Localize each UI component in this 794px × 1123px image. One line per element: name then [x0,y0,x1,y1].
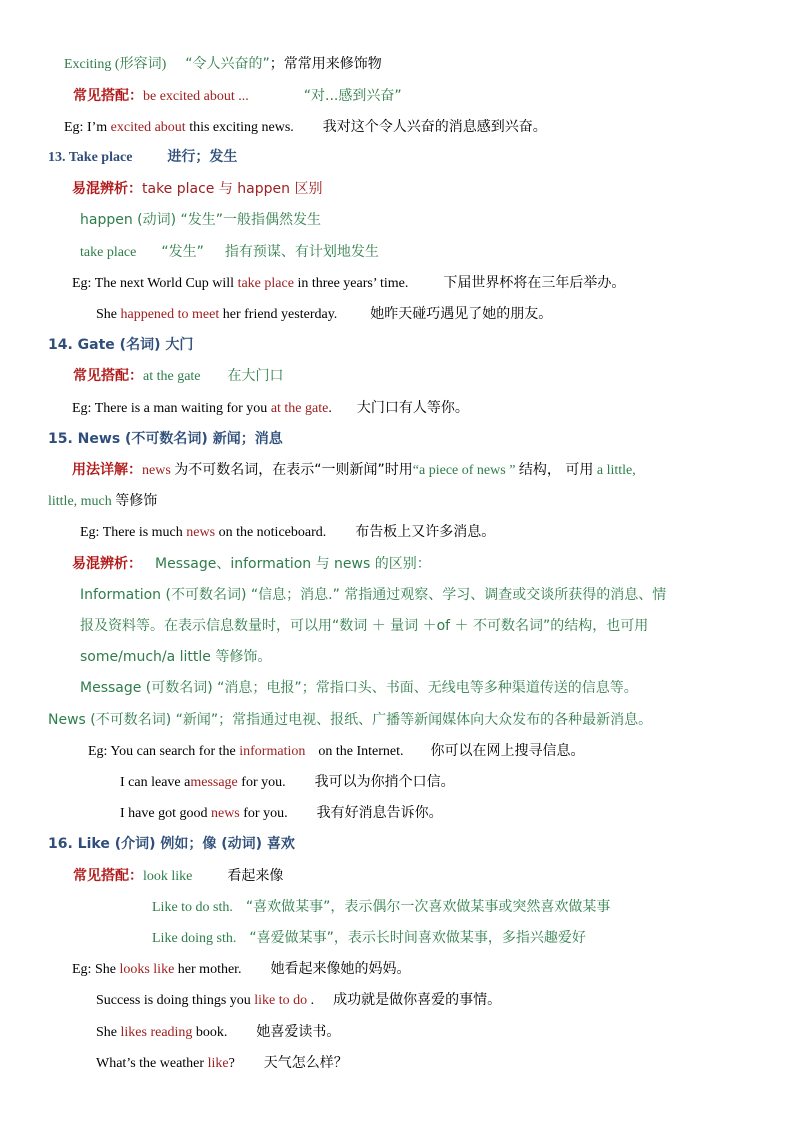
term: Exciting (形容词) [64,57,167,72]
example-line [72,274,625,293]
collocation-phrase: look like [143,869,193,884]
eg-rest: for you. [241,775,286,790]
collocation-meaning: “对...感到兴奋” [303,88,402,104]
eg-prefix: I can leave a [120,775,191,790]
confusion-label: 易混辨析： [72,556,142,572]
eg-prefix: Eg: You can search for the [88,744,236,759]
eg-rest: for you. [243,806,288,821]
usage-structure: “a piece of news ” [412,463,516,478]
example-line [96,1054,348,1073]
example-line [96,991,501,1010]
eg-prefix: Eg: There is a man waiting for you [72,401,268,416]
eg-prefix: I have got good [120,806,208,821]
message-line: Message (可数名词) “消息；电报”；常指口头、书面、无线电等多种渠道传送的信息等。 [80,680,638,696]
eg-rest: . [310,993,315,1008]
eg-highlight: like [207,1056,229,1071]
eg-highlight: looks like [119,962,175,977]
eg-prefix: Eg: I’m [64,120,108,135]
example-line [72,399,469,418]
news-line: News (不可数名词) “新闻”；常指通过电视、报纸、广播等新闻媒体向大众发布的各种最新消息。 [48,712,653,728]
meaning: “令人兴奋的” [185,56,270,72]
eg-highlight: excited about [110,120,186,135]
eg-rest: on the noticeboard. [218,525,327,540]
eg-highlight: like to do [254,993,308,1008]
example-line [96,305,552,324]
eg-highlight: at the gate [270,401,329,416]
eg-rest: this exciting news. [189,120,294,135]
eg-translation: 成功就是做你喜爱的事情。 [333,992,502,1008]
eg-translation: 我有好消息告诉你。 [316,805,443,821]
eg-rest: her mother. [177,962,242,977]
usage-line-2 [48,492,157,511]
usage-modifiers: little, much [48,494,112,509]
eg-rest: her friend yesterday. [222,307,338,322]
collocation-label: 常见搭配： [73,88,143,104]
section-15-heading: 15. News (不可数名词) 新闻；消息 [48,431,283,447]
collocation-meaning: “喜欢做某事”，表示偶尔一次喜欢做某事或突然喜欢做某事 [245,899,611,915]
collocation-meaning: 在大门口 [227,368,284,384]
confusion-text: take place 与 happen 区别 [142,181,323,197]
note: ；常常用来修饰物 [269,56,382,72]
heading: 13. Take place [48,150,133,165]
usage-text-2: 结构， 可用 [518,462,594,478]
take-place-note: 指有预谋、有计划地发生 [224,244,379,260]
take-place-meaning: “发生” [161,244,204,260]
section-13-heading [48,148,237,167]
eg-rest: in three years’ time. [297,276,409,291]
example-line [120,804,443,823]
eg-highlight: take place [237,276,294,291]
exciting-line [64,55,382,74]
take-place-line [80,243,379,262]
example-line [88,742,585,761]
example-line [72,960,411,979]
usage-word: news [142,463,171,478]
eg-prefix: Success is doing things you [96,993,251,1008]
eg-translation: 她看起来像她的妈妈。 [270,961,411,977]
collocation-phrase: Like doing sth. [152,931,237,946]
example-line [64,118,547,137]
usage-line [72,461,636,480]
information-line-3: some/much/a little 等修饰。 [80,649,272,665]
usage-text-3: 等修饰 [115,493,158,509]
eg-translation: 她喜爱读书。 [256,1024,341,1040]
usage-modifier: a little, [596,463,636,478]
example-line [96,1023,340,1042]
take-place-term: take place [80,245,137,260]
eg-translation: 下届世界杯将在三年后举办。 [443,275,626,291]
eg-translation: 我可以为你捎个口信。 [314,774,455,790]
collocation-line-3 [152,929,586,948]
eg-prefix: Eg: The next World Cup will [72,276,235,291]
eg-highlight: information [239,744,306,759]
confusion-text: Message、information 与 news 的区别： [155,556,431,572]
eg-rest: ? [228,1056,235,1071]
eg-prefix: Eg: There is much [80,525,183,540]
eg-translation: 大门口有人等你。 [356,400,469,416]
confusion-label: 易混辨析： [72,181,142,197]
collocation-label: 常见搭配： [73,368,143,384]
eg-highlight: news [186,525,216,540]
confusion-line [72,180,322,199]
collocation-line-2 [152,898,610,917]
collocation-line [73,367,284,386]
eg-prefix: Eg: She [72,962,116,977]
eg-highlight: happened to meet [120,307,220,322]
eg-prefix: She [96,307,117,322]
collocation-line [73,87,402,106]
eg-rest: on the Internet. [318,744,404,759]
example-line [120,773,455,792]
collocation-line [73,867,283,886]
eg-highlight: message [190,775,238,790]
eg-translation: 她昨天碰巧遇见了她的朋友。 [370,306,553,322]
information-line-1: Information (不可数名词) “信息；消息.” 常指通过观察、学习、调查或交谈所获得的消息、情 [80,587,667,603]
eg-translation: 布告板上又许多消息。 [355,524,496,540]
eg-prefix: What’s the weather [96,1056,205,1071]
usage-text: 为不可数名词，在表示“一则新闻”时用 [174,462,413,478]
eg-translation: 天气怎么样？ [263,1055,348,1071]
eg-translation: 我对这个令人兴奋的消息感到兴奋。 [322,119,547,135]
eg-highlight: news [210,806,240,821]
section-16-heading: 16. Like (介词) 例如；像 (动词) 喜欢 [48,836,295,852]
eg-prefix: She [96,1025,117,1040]
eg-rest: . [328,401,332,416]
usage-label: 用法详解： [72,462,142,478]
collocation-label: 常见搭配： [73,868,143,884]
heading-zh: 进行；发生 [167,149,238,165]
example-line [80,523,495,542]
section-14-heading: 14. Gate (名词) 大门 [48,337,194,353]
collocation-phrase: be excited about ... [143,89,249,104]
eg-highlight: likes reading [120,1025,193,1040]
confusion-line [72,555,431,574]
collocation-meaning: 看起来像 [227,868,284,884]
collocation-phrase: Like to do sth. [152,900,233,915]
collocation-phrase: at the gate [143,369,201,384]
information-line-2: 报及资料等。在表示信息数量时，可以用“数词 ＋ 量词 ＋of ＋ 不可数名词”的结构，也可用 [80,618,649,634]
collocation-meaning: “喜爱做某事”，表示长时间喜欢做某事，多指兴趣爱好 [249,930,586,946]
eg-translation: 你可以在网上搜寻信息。 [430,743,585,759]
happen-line: happen (动词) “发生”一般指偶然发生 [80,212,322,228]
eg-rest: book. [195,1025,228,1040]
